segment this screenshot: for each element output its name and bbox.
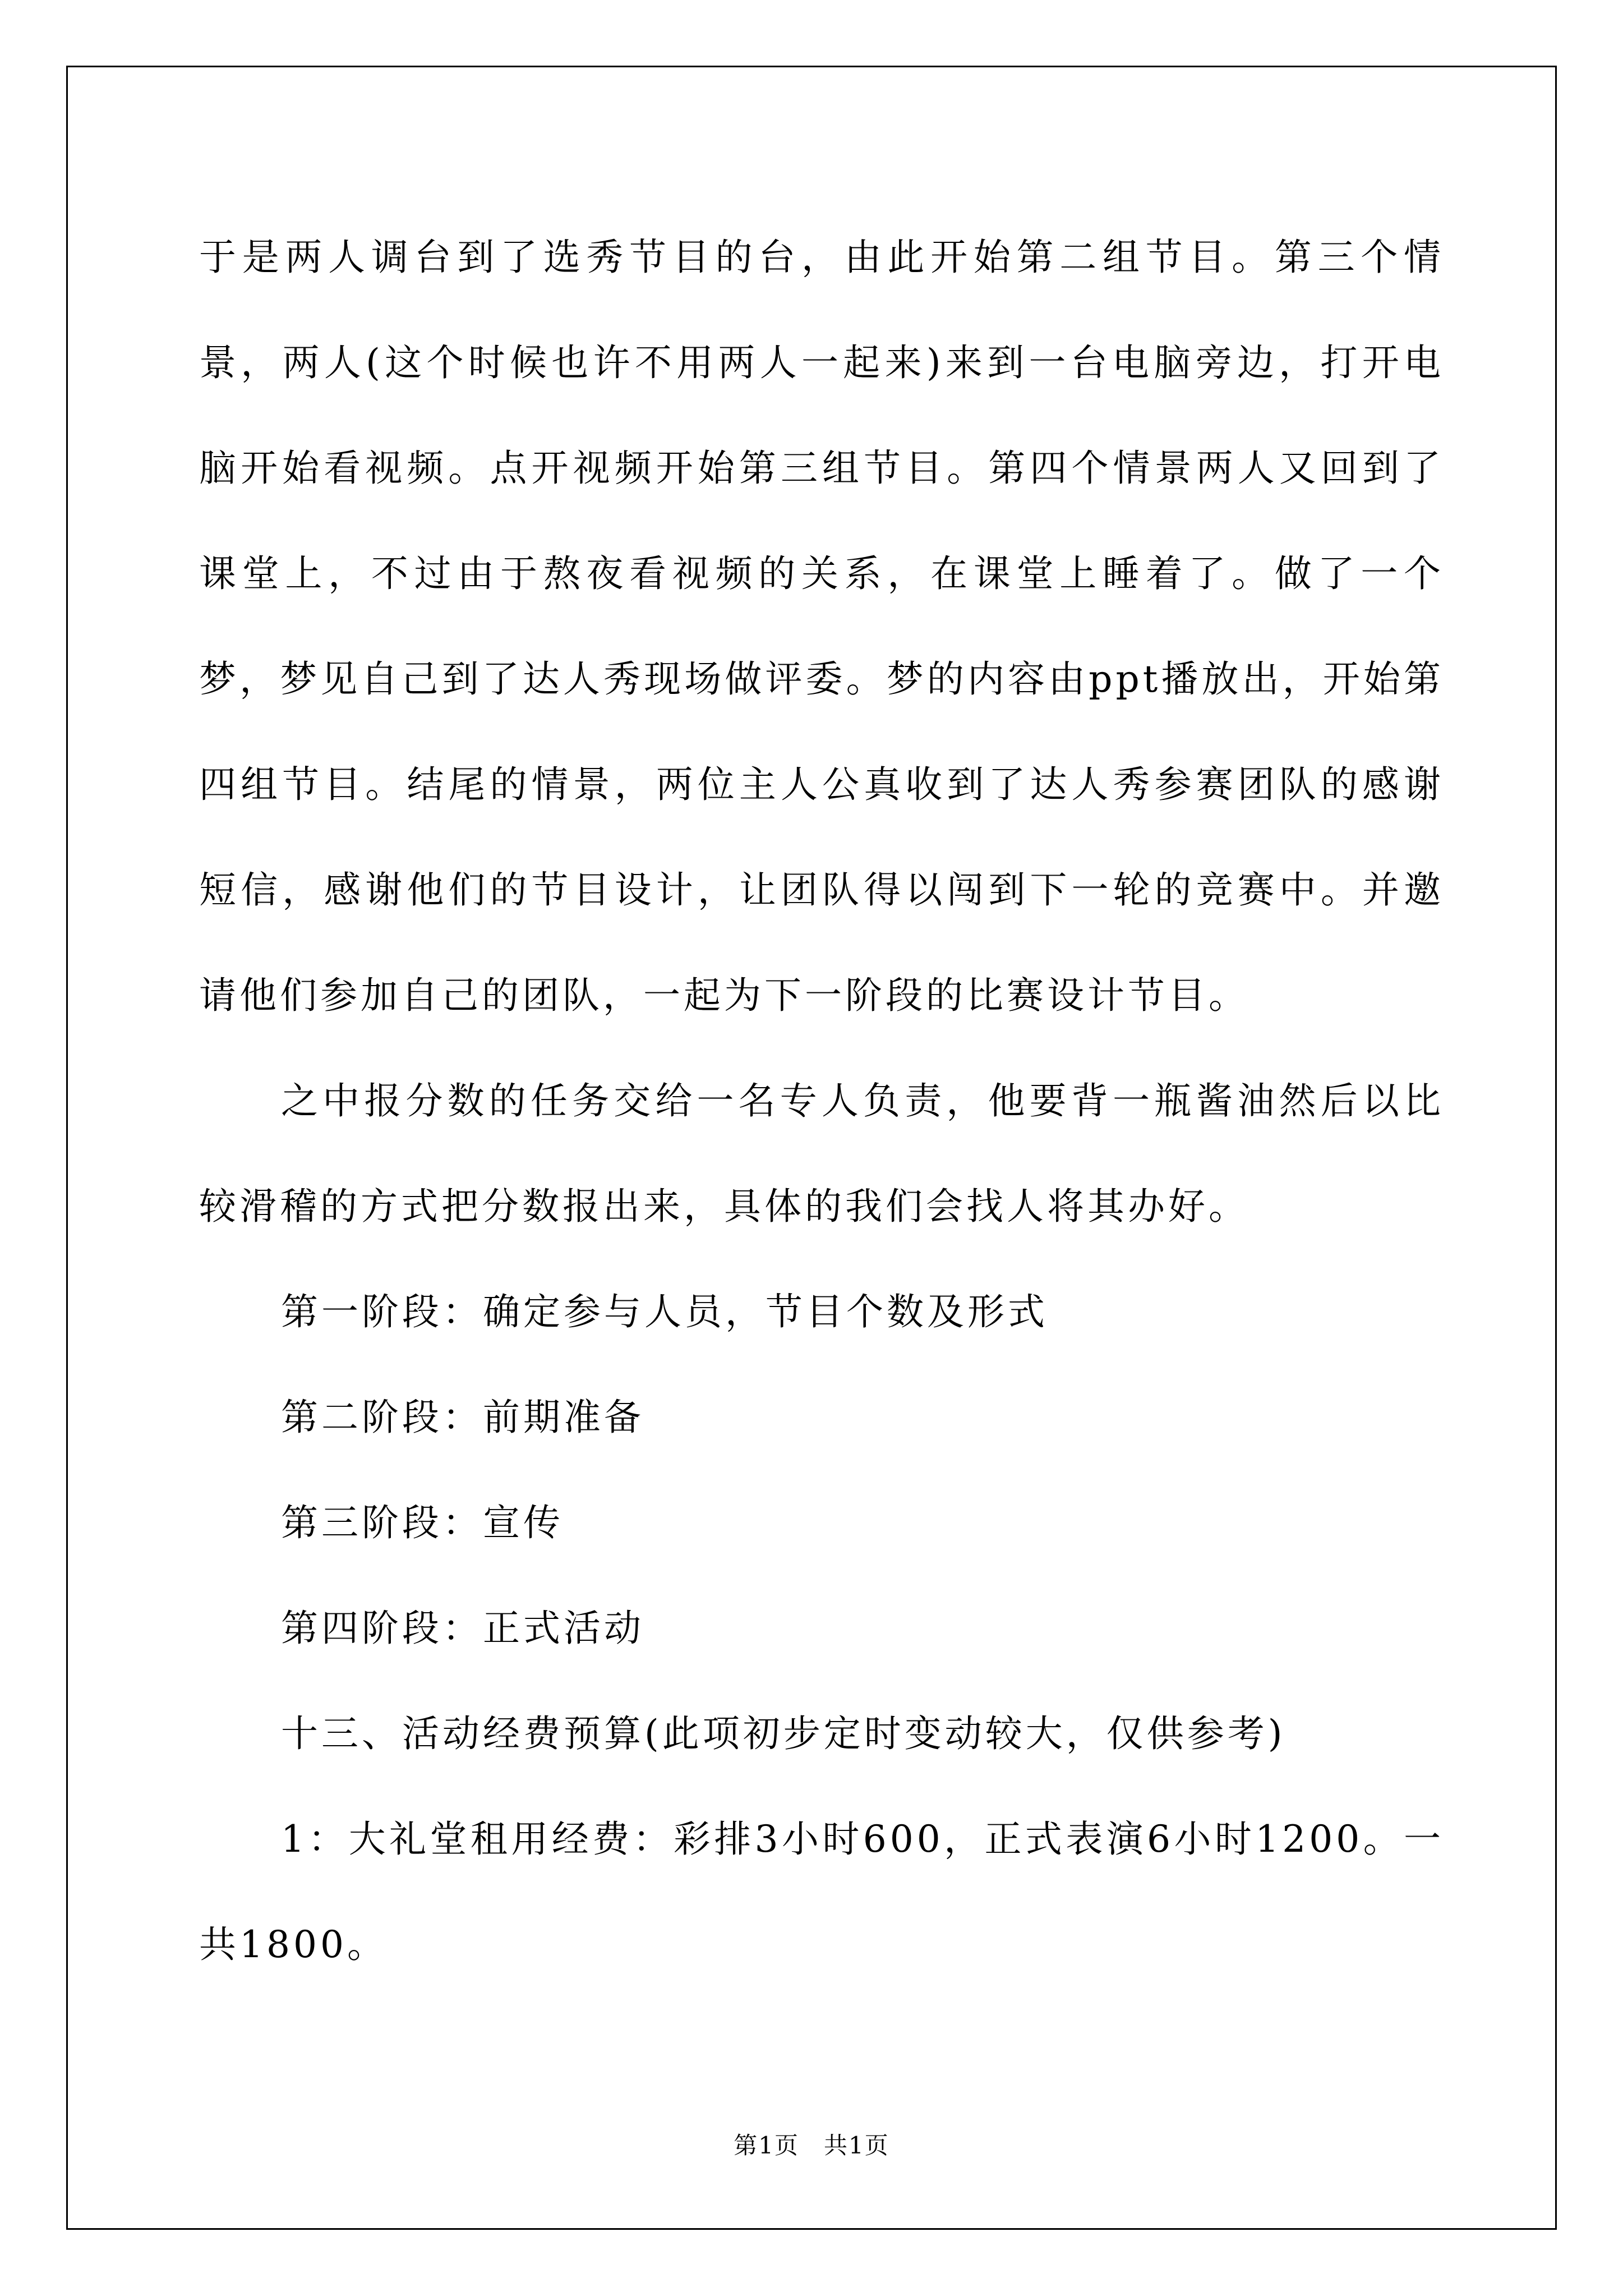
stage-3: 第三阶段：宣传: [281, 1501, 564, 1544]
page-count: 共1页: [824, 2132, 889, 2159]
budget-item-1: 1：大礼堂租用经费：彩排3小时600，正式表演6小时1200。一共1800。: [199, 1818, 1444, 1966]
stage-2: 第二阶段：前期准备: [281, 1396, 644, 1439]
paragraph-1: 于是两人调台到了选秀节目的台，由此开始第二组节目。第三个情景，两人(这个时候也许不用两人一起来)来到一台电脑旁边，打开电脑开始看视频。点开视频开始第三组节目。第四个情景两人又回到了课堂上，不过由于熬夜看视频的关系，在课堂上睡着了。做了一个梦，梦见自己到了达人秀现场做评委。梦的内容由ppt播放出，开始第四组节目。结尾的情景，两位主人公真收到了达人秀参赛团队的感谢短信，感谢他们的节目设计，让团队得以闯到下一轮的竞赛中。并邀请他们参加自己的团队，一起为下一阶段的比赛设计节目。: [199, 236, 1444, 1017]
stage-4: 第四阶段：正式活动: [281, 1607, 644, 1650]
document-body: [199, 205, 1444, 1998]
paragraph-2: 之中报分数的任务交给一名专人负责，他要背一瓶酱油然后以比较滑稽的方式把分数报出来，具体的我们会找人将其办好。: [199, 1079, 1444, 1228]
stage-1: 第一阶段：确定参与人员，节目个数及形式: [281, 1290, 1048, 1333]
budget-heading: 十三、活动经费预算(此项初步定时变动较大，仅供参考): [281, 1712, 1286, 1755]
page-number: 第1页: [734, 2132, 799, 2159]
page-footer: [0, 2127, 1623, 2161]
